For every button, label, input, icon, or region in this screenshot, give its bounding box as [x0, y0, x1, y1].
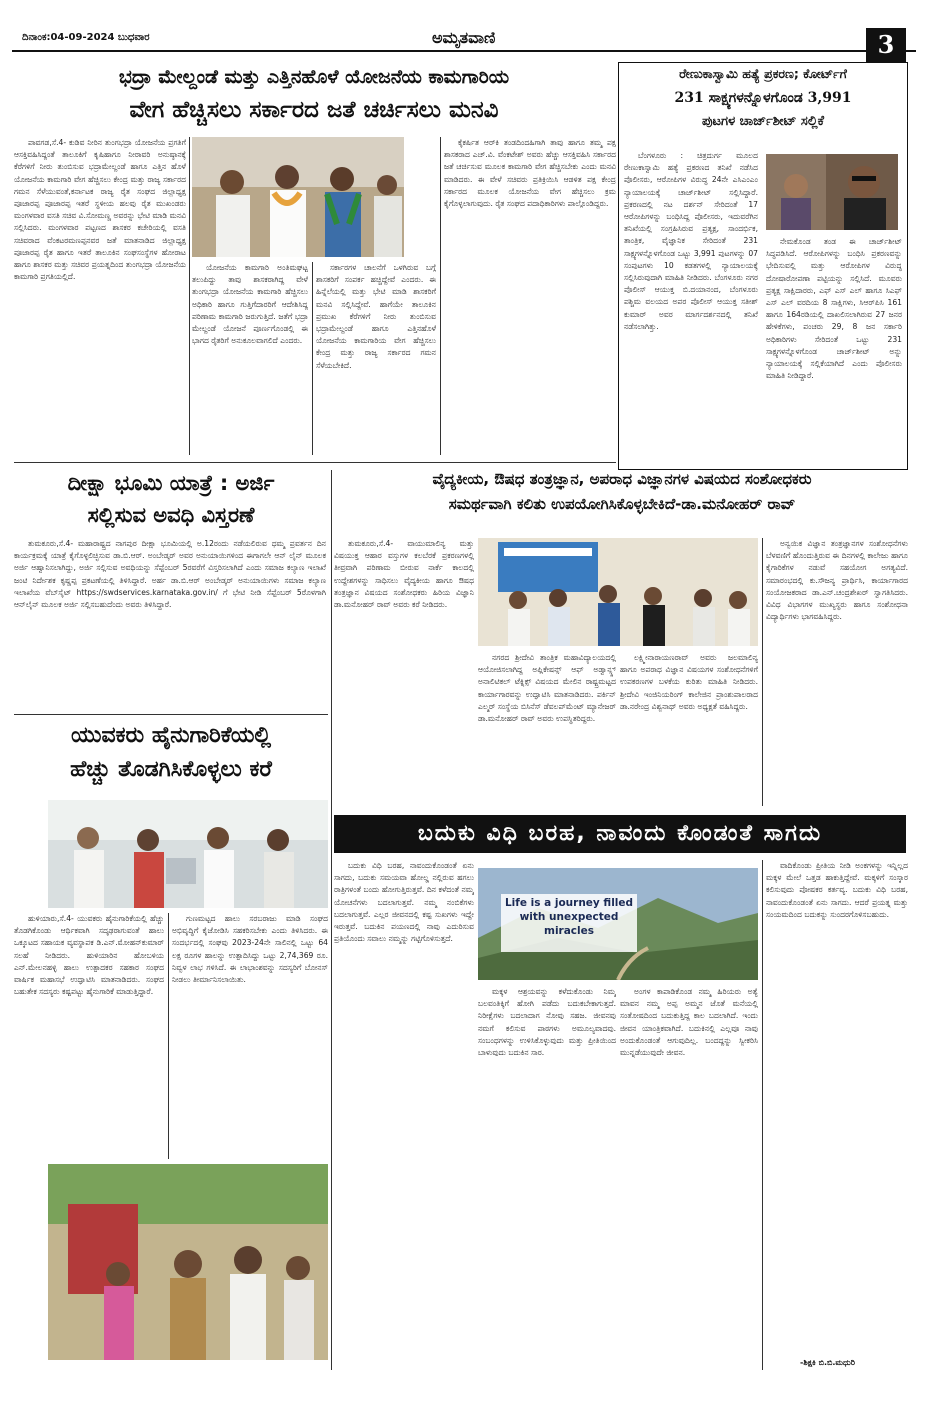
- article-text: ಲಕ್ಷ್ಮೀನಾರಾಯಣರಾವ್ ಅವರು ಜಲಮಾಲಿನ್ಯ ಹಾಗೂ ಅಪರಾಧ ವಿಜ್ಞಾನ ವಿಷಯಗಳ ಸಂಶೋಧನೆಗಳಿಗೆ ಉಪಕರಣಗಳ ಬಳಕೆಯ ಕುರಿತು ಮಾಹಿತಿ ನೀಡಿದರು. ಶ್ರೀದೇವಿ ಇಂಜಿನಿಯರಿಂಗ್ ಕಾಲೇಜಿನ ಪ್ರಾಂಶುಪಾಲರಾದ ಡಾ.ನರೇಂದ್ರ ವಿಶ್ವನಾಥ್ ಅವರು ಅಧ್ಯಕ್ಷತೆ ವಹಿಸಿದ್ದರು.: [620, 653, 758, 711]
- baduku-col-4: [766, 860, 908, 1356]
- masthead: [12, 28, 916, 52]
- article-text: ನಗರದ ಶ್ರೀದೇವಿ ತಾಂತ್ರಿಕ ಮಹಾವಿದ್ಯಾಲಯದಲ್ಲಿ ಆಯೋಜಿಸಲಾಗಿದ್ದ ಅಪ್ಲಿಕೇಷನ್ಸ್ ಆಫ್ ಅಡ್ವಾನ್ಸ್ಡ್ ಅನಾಲಿಟಿಕಲ್ ಟೆಕ್ನಿಕ್ಸ್ ವಿಷಯದ ಮೇಲಿನ ರಾಷ್ಟ್ರಮಟ್ಟದ ಕಾರ್ಯಾಗಾರವನ್ನು ಉದ್ಘಾಟಿಸಿ ಮಾತನಾಡಿದರು. ಪರ್ಕಿನ್ ಎಲ್ಮರ್ ಸಂಸ್ಥೆಯ ಬಿಸಿನೆಸ್ ಡೆವಲಪ್‌ಮೆಂಟ್ ಮ್ಯಾನೇಜರ್ ಡಾ.ಮನೋಹರ್ ರಾವ್ ಅವರು ಉಪಸ್ಥಿತರಿದ್ದರು.: [478, 653, 616, 724]
- column-divider: [762, 538, 763, 806]
- yuvakaru-headline-1: ಯುವಕರು ಹೈನುಗಾರಿಕೆಯಲ್ಲಿ: [70, 723, 272, 748]
- article-text: ವಾದಿಕೊಂಡು ಪ್ರೀತಿಯ ನೀಡಿ ಅಂಕಗಳನ್ನು ಇನ್ನಿಲ್ಲದ ಮಕ್ಕಳ ಮೇಲೆ ಒತ್ತಡ ಹಾಕುತ್ತಿದ್ದೇವೆ. ಮಕ್ಕಳಿಗೆ ಸಂಸ್ಕಾರ ಕಲಿಸುವುದು ಪೋಷಕರ ಕರ್ತವ್ಯ. ಬದುಕು ವಿಧಿ ಬರಹ, ನಾವಂದುಕೊಂಡಂತೆ ಏನು ಸಾಗದು. ಆದರೆ ಪ್ರಯತ್ನ ಮತ್ತು ಸಂಯಮದಿಂದ ಬದುಕನ್ನು ಸುಂದರಗೊಳಿಸಬಹುದು.: [766, 861, 908, 919]
- bhadra-headline-2: ವೇಗ ಹೆಚ್ಚಿಸಲು ಸರ್ಕಾರದ ಜತೆ ಚರ್ಚಿಸಲು ಮನವಿ: [129, 97, 499, 123]
- article-text: ಹುಳಿಯಾರು,ಸೆ.4- ಯುವಕರು ಹೈನುಗಾರಿಕೆಯಲ್ಲಿ ಹೆಚ್ಚು ತೊಡಗಿಕೊಂಡು ಆರ್ಥಿಕವಾಗಿ ಸದೃಢರಾಗುವಂತೆ ಹಾಲು ಒಕ್ಕೂಟದ ಸಹಾಯಕ ವ್ಯವಸ್ಥಾಪಕ ಡಿ.ಎನ್.ಮೋಹನ್‌ಕುಮಾರ್ ಸಲಹೆ ನೀಡಿದರು. ಹುಳಿಯಾರಿನ ಹೋಬಳಿಯ ಎನ್.ಮೇಲನಹಳ್ಳಿ ಹಾಲು ಉತ್ಪಾದಕರ ಸಹಕಾರ ಸಂಘದ ವಾರ್ಷಿಕ ಮಹಾಸಭೆ ಉದ್ಘಾಟಿಸಿ ಮಾತನಾಡಿದರು. ಸಂಘದ ಬಹುತೇಕ ಸದಸ್ಯರು ಕಷ್ಟಪಟ್ಟು ಹೈನುಗಾರಿಕೆ ಮಾಡುತ್ತಿದ್ದಾರೆ.: [14, 914, 164, 997]
- column-divider: [440, 137, 441, 455]
- issue-date: ದಿನಾಂಕ:04-09-2024 ಬುಧವಾರ: [22, 32, 150, 43]
- bhadra-col-2: [192, 262, 308, 455]
- bhadra-col-1: [14, 137, 186, 455]
- renukaswamy-col-2: [766, 236, 902, 466]
- article-text: ಅಂಗಳ ಕಾಪಾಡಿಕೊಂಡ ನಮ್ಮ ಹಿರಿಯರು ಅತ್ಯೆ ಮಾವನ ನಮ್ಮ ಅಪ್ಪ ಅಮ್ಮನ ಜೊತೆ ಮನೆಯಲ್ಲಿ ಸಂತೋಷದಿಂದ ಬದುಕುತ್ತಿದ್ದ ಕಾಲ ಬದಲಾಗಿದೆ. ಇಂದು ಜೀವನ ಯಾಂತ್ರಿಕವಾಗಿದೆ. ಬದುಕಿನಲ್ಲಿ ಎಲ್ಲವೂ ನಾವು ಅಂದುಕೊಂಡಂತೆ ಆಗುವುದಿಲ್ಲ. ಬಂದದ್ದನ್ನು ಸ್ವೀಕರಿಸಿ ಮುನ್ನಡೆಯುವುದೇ ಜೀವನ.: [620, 987, 758, 1058]
- meeting-photo-icon: [192, 137, 404, 257]
- baduku-byline: -ಶಿಕ್ಷಕಿ ಬಿ.ಬಿ.ಮಧುರಿ: [800, 1358, 855, 1367]
- yuvakaru-headline-2: ಹೆಚ್ಚು ತೊಡಗಿಸಿಕೊಳ್ಳಲು ಕರೆ: [70, 757, 272, 782]
- yuvakaru-col-1: [14, 913, 164, 1159]
- column-divider: [331, 470, 332, 1370]
- renukaswamy-headline-2: 231 ಸಾಕ್ಷ್ಯಗಳನ್ನೊಳಗೊಂಡ 3,991: [674, 90, 852, 106]
- column-divider: [168, 913, 169, 1159]
- article-text: ಅನ್ವಯಿಕ ವಿಜ್ಞಾನ ತಂತ್ರಜ್ಞಾನಗಳ ಸಂಶೋಧನೆಗಳು ಬೆಳವಣಿಗೆ ಹೊಂದುತ್ತಿರುವ ಈ ದಿನಗಳಲ್ಲಿ ಕಾಲೇಜು ಹಾಗೂ ಕೈಗಾರಿಕೆಗಳ ನಡುವೆ ಸಹಯೋಗ ಅಗತ್ಯವಿದೆ. ಸಮಾರಂಭದಲ್ಲಿ ಕು.ಸೌಜನ್ಯ ಪ್ರಾರ್ಥಿಸಿ, ಕಾರ್ಯಾಗಾರದ ಸಂಯೋಜಕರಾದ ಡಾ.ಎನ್.ಚಂದ್ರಶೇಖರ್ ಸ್ವಾಗತಿಸಿದರು. ವಿವಿಧ ವಿಭಾಗಗಳ ಮುಖ್ಯಸ್ಥರು ಹಾಗೂ ಸಂಶೋಧನಾ ವಿದ್ಯಾರ್ಥಿಗಳು ಭಾಗವಹಿಸಿದ್ದರು.: [766, 539, 908, 622]
- baduku-col-3: [620, 986, 758, 1370]
- article-text: ಮಕ್ಕಳ ಆಶ್ರಯವನ್ನು ಕಳೆದುಕೊಂಡು ನಿಮ್ಮ ಬಲವಂತಿಕ್ಕಿಗೆ ಹೋಗಿ ಪಡೆದು ಬದುಕಬೇಕಾಗುತ್ತದೆ. ನಿರೀಕ್ಷೆಗಳು ಬದಲಾದಾಗ ನೋವು ಸಹಜ. ಜೀವನವು ನಮಗೆ ಕಲಿಸುವ ಪಾಠಗಳು ಅಮೂಲ್ಯವಾದವು. ಸಂಬಂಧಗಳನ್ನು ಉಳಿಸಿಕೊಳ್ಳುವುದು ಮತ್ತು ಪ್ರೀತಿಯಿಂದ ಬಾಳುವುದು ಬದುಕಿನ ಸಾರ.: [478, 987, 616, 1058]
- baduku-banner: ಬದುಕು ವಿಧಿ ಬರಹ, ನಾವಂದು ಕೊಂಡಂತೆ ಸಾಗದು: [334, 815, 906, 853]
- baduku-col-1: [334, 860, 474, 1370]
- research-headline-1: ವೈದ್ಯಕೀಯ, ಔಷಧ ತಂತ್ರಜ್ಞಾನ, ಅಪರಾಧ ವಿಜ್ಞಾನಗಳ ವಿಷಯದ ಸಂಶೋಧಕರು: [432, 470, 812, 488]
- article-text: ಕೈಕರ್ಷಿತ ಆರ್‌ಕಿ ತಂಡದಿಂದಹಿಗಾಗಿ ತಾವು ಹಾಗೂ ತಮ್ಮ ಪಕ್ಷ ಶಾಸಕರಾದ ಎಚ್.ವಿ. ವೆಂಕಟೇಶ್ ಅವರು ಹೆಚ್ಚು ಆಸಕ್ತಿವಹಿಸಿ ಸರ್ಕಾರದ ಜತೆ ಚರ್ಚಿಸುವ ಮೂಲಕ ಕಾಮಗಾರಿ ವೇಗ ಹೆಚ್ಚಿಸಬೇಕು ಎಂದು ಮನವಿ ಮಾಡಿದರು. ಈ ವೇಳೆ ಸಚಿವರು ಪ್ರತಿಕ್ರಿಯಿಸಿ ಆಡಳಿತ ಪಕ್ಷ ಕೇಂದ್ರ ಸರ್ಕಾರದ ಮೂಲಕ ಯೋಜನೆಯ ವೇಗ ಹೆಚ್ಚಿಸಲು ಕ್ರಮ ಕೈಗೊಳ್ಳಲಾಗುವುದು. ರೈತ ಸಂಘದ ಪದಾಧಿಕಾರಿಗಳು ಪಾಲ್ಗೊಂಡಿದ್ದರು.: [444, 138, 616, 209]
- yuvakaru-photo: [48, 800, 328, 908]
- bhadra-col-3: [316, 262, 436, 455]
- article-text: ಸರ್ಕಾರಗಳ ಚಾಲನೆಗೆ ಒಳಗಿರುವ ಬಗ್ಗೆ ಶಾಸಕರಿಗೆ ಸಂಪರ್ಕ ಹಚ್ಚಿದ್ದೇವೆ ಎಂದರು. ಈ ಹಿನ್ನೆಲೆಯಲ್ಲಿ ಮತ್ತು ಭೇಟಿ ಮಾಡಿ ಶಾಸಕರಿಗೆ ಮನವಿ ಸಲ್ಲಿಸಿದ್ದೇವೆ. ಹಾಗೆಯೇ ತಾಲೂಕಿನ ಪ್ರಮುಖ ಕೆರೆಗಳಿಗೆ ನೀರು ತುಂಬಿಸುವ ಭದ್ರಾಮೇಲ್ದಂಡೆ ಹಾಗೂ ಎತ್ತಿನಹೊಳೆ ಯೋಜನೆಯ ಕಾಮಗಾರಿಯ ವೇಗ ಹೆಚ್ಚಿಸಲು ಕೇಂದ್ರ ಮತ್ತು ರಾಜ್ಯ ಸರ್ಕಾರದ ಗಮನ ಸೆಳೆಯಬೇಕಿದೆ.: [316, 263, 436, 370]
- research-photo: [478, 538, 758, 646]
- renukaswamy-col-1: [624, 150, 758, 466]
- bhadra-col-4: [444, 137, 616, 455]
- temple-visit-photo-icon: [48, 1164, 328, 1360]
- renukaswamy-headline-1: ರೇಣುಕಾಸ್ವಾಮಿ ಹತ್ಯೆ ಪ್ರಕರಣ; ಕೋರ್ಟ್‌ಗೆ: [679, 66, 847, 81]
- research-col-1: [334, 538, 474, 806]
- article-text: ನೇಮಕೊಂಡ ತಂಡ ಈ ಚಾರ್ಜ್‌ಶೀಟ್ ಸಿದ್ಧಪಡಿಸಿದೆ. ಆರೋಪಿಗಳನ್ನು ಬಂಧಿಸಿ ಪ್ರಕರಣವನ್ನು ಭೇದಿಸುವಲ್ಲಿ ಮತ್ತು ಆರೋಪಿಗಳ ವಿರುದ್ಧ ದೋಷಾರೋಪಣಾ ಪಟ್ಟಿಯನ್ನು ಸಲ್ಲಿಸಿದೆ. ಮೂವರು ಪ್ರತ್ಯಕ್ಷ ಸಾಕ್ಷಿದಾರರು, ಎಫ್ ಎಸ್ ಎಲ್ ಹಾಗೂ ಸಿಎಫ್ ಎಸ್ ಎಲ್ ವರದಿಯ 8 ಸಾಕ್ಷಿಗಳು, ಸಿಆರ್‌ಪಿಸಿ 161 ಹಾಗೂ 164ರಡಿಯಲ್ಲಿ ದಾಖಲಿಸಲಾಗಿರುವ 27 ಜನರ ಹೇಳಿಕೆಗಳು, ಪಂಚರು 29, 8 ಜನ ಸರ್ಕಾರಿ ಅಧಿಕಾರಿಗಳು ಸೇರಿದಂತೆ ಒಟ್ಟು 231 ಸಾಕ್ಷ್ಯಗಳನ್ನೊಳಗೊಂಡ ಚಾರ್ಜ್‌ಶೀಟ್ ಅನ್ನು ನ್ಯಾಯಾಲಯಕ್ಕೆ ಸಲ್ಲಿಕೆಯಾಗಿದೆ ಎಂದು ಪೊಲೀಸರು ಮಾಹಿತಿ ನೀಡಿದ್ದಾರೆ.: [766, 237, 902, 381]
- journey-quote: Life is a journey filled with unexpected miracles: [501, 894, 637, 952]
- section-divider: [14, 462, 616, 463]
- accused-photo-icon: [766, 154, 898, 230]
- bhadra-photo: [192, 137, 404, 257]
- section-divider: [14, 714, 328, 715]
- deeksha-headline-1: ದೀಕ್ಷಾ ಭೂಮಿ ಯಾತ್ರೆ : ಅರ್ಜಿ: [67, 471, 275, 495]
- article-text: ಬೆಂಗಳೂರು : ಚಿತ್ರದುರ್ಗ ಮೂಲದ ರೇಣುಕಾಸ್ವಾಮಿ ಹತ್ಯೆ ಪ್ರಕರಣದ ತನಿಖೆ ನಡೆಸಿದ ಪೊಲೀಸರು, ಆರೋಪಿಗಳ ವಿರುದ್ಧ 24ನೇ ಎಸಿಎಂಎಂ ನ್ಯಾಯಾಲಯಕ್ಕೆ ಚಾರ್ಜ್‌ಶೀಟ್ ಸಲ್ಲಿಸಿದ್ದಾರೆ. ಪ್ರಕರಣದಲ್ಲಿ ನಟ ದರ್ಶನ್ ಸೇರಿದಂತೆ 17 ಆರೋಪಿಗಳನ್ನು ಬಂಧಿಸಿದ್ದ ಪೊಲೀಸರು, ಇದುವರೆಗಿನ ತನಿಖೆಯಲ್ಲಿ ಸಂಗ್ರಹಿಸಿರುವ ಪ್ರತ್ಯಕ್ಷ, ಸಾಂದರ್ಭಿಕ, ತಾಂತ್ರಿಕ, ವೈಜ್ಞಾನಿಕ ಸೇರಿದಂತೆ 231 ಸಾಕ್ಷ್ಯಗಳನ್ನೊಳಗೊಂಡ ಒಟ್ಟು 3,991 ಪುಟಗಳನ್ನು 07 ಸಂಪುಟಗಳು 10 ಕಡತಗಳಲ್ಲಿ ನ್ಯಾಯಾಲಯಕ್ಕೆ ಸಲ್ಲಿಸಿರುವುದಾಗಿ ಮಾಹಿತಿ ನೀಡಿದರು. ಬೆಂಗಳೂರು ನಗರ ಪೊಲೀಸ್ ಆಯುಕ್ತ ಬಿ.ದಯಾನಂದ, ಬೆಂಗಳೂರು ಪಶ್ಚಿಮ ವಲಯದ ಅಪರ ಪೊಲೀಸ್ ಆಯುಕ್ತ ಸತೀಶ್ ಕುಮಾರ್ ಅವರ ಮಾರ್ಗದರ್ಶನದಲ್ಲಿ ತನಿಖೆ ನಡೆಸಲಾಗಿತ್ತು.: [624, 151, 758, 331]
- column-divider: [189, 137, 190, 455]
- page-number: 3: [866, 28, 906, 62]
- article-text: ಬದುಕು ವಿಧಿ ಬರಹ, ನಾವಂದುಕೊಂಡಂತೆ ಏನು ಸಾಗದು, ಬದುಕು ಸಮಯವಾ ಹೋಲ್ಡ ನಲ್ಲಿರುವ ಹಗಲು ರಾತ್ರಿಗಳಂತೆ ಬಂದು ಹೋಗುತ್ತಿರುತ್ತವೆ. ದಿನ ಕಳೆದಂತೆ ನಮ್ಮ ಯೋಚನೆಗಳು ಬದಲಾಗುತ್ತವೆ. ನಮ್ಮ ನಂಬಿಕೆಗಳು ಬದಲಾಗುತ್ತವೆ. ಎಲ್ಲರ ಜೀವನದಲ್ಲಿ ಕಷ್ಟ ಸುಖಗಳು ಇದ್ದೇ ಇರುತ್ತವೆ. ಬದುಕಿನ ಪಯಣದಲ್ಲಿ ನಾವು ಎದುರಿಸುವ ಪ್ರತಿಯೊಂದು ಸವಾಲು ನಮ್ಮನ್ನು ಗಟ್ಟಿಗೊಳಿಸುತ್ತದೆ.: [334, 861, 474, 944]
- newspaper-name: ಅಮೃತವಾಣಿ: [432, 28, 496, 47]
- research-col-4: [766, 538, 908, 806]
- renukaswamy-photo: [766, 154, 898, 230]
- yuvakaru-col-2: [172, 913, 328, 1159]
- research-col-2: [478, 652, 616, 806]
- article-text: ಪಾವಗಡ,ಸೆ.4- ಕುಡಿವ ನೀರಿನ ತುಂಗಭದ್ರಾ ಯೋಜನೆಯ ಪ್ರಗತಿಗೆ ಆಸಕ್ತಿವಹಿಸಿದ್ದಂತೆ ತಾಲೂಕಿಗೆ ಕೃಷಿಹಾಗೂ ನೀರಾವರಿ ಅನುಷ್ಠಾನಕ್ಕೆ ಕೆರೆಗಳಿಗೆ ನೀರು ತುಂಬಿಸುವ ಭದ್ರಾಮೇಲ್ದಂಡೆ ಹಾಗೂ ಎತ್ತಿನ ಹೊಳೆ ಯೋಜನೆಯ ಕಾಮಗಾರಿ ವೇಗ ಹೆಚ್ಚಿಸಲು ಕೇಂದ್ರ ಮತ್ತು ರಾಜ್ಯ ಸರ್ಕಾರದ ಗಮನ ಸೆಳೆಯುವಂತೆ,ಕರ್ನಾಟಕ ರಾಜ್ಯ ರೈತ ಸಂಘದ ಜಿಲ್ಲಾಧ್ಯಕ್ಷ ಪೂಜಾರಪ್ಪ ಪೂಜಾರಪ್ಪ ಇತರೆ ಸ್ಥಳೀಯ ಹಲವು ರೈತ ಮುಖಂಡರು ಮಂಗಳವಾರ ವಸತಿ ಸಚಿವ ವಿ.ಸೋಮಣ್ಣ ಅವರನ್ನು ಭೇಟಿ ಮಾಡಿ ಮನವಿ ಸಲ್ಲಿಸಿದರು. ಮಂಗಳವಾರ ಪಟ್ಟಣದ ಶಾಸಕರ ಕಚೇರಿಯಲ್ಲಿ ವಸತಿ ಸಚಿವರಾದ ವೆಂಕಟರಮಣಪ್ಪನವರ ಜತೆ ಮಾತನಾಡಿದ ಜಿಲ್ಲಾಧ್ಯಕ್ಷ ಪೂಜಾರಪ್ಪ ರೈತ ಹಾಗೂ ಇತರೆ ತಾಲೂಕಿನ ಸಂಘಸಂಸ್ಥೆಗಳ ಹೋರಾಟ ಹಾಗೂ ಶಾಸಕರ ಮತ್ತು ಸಚಿವರ ಪ್ರಯತ್ನದಿಂದ ತುಂಗಭದ್ರಾ ಯೋಜನೆಯ ಕಾಮಗಾರಿ ಪ್ರಗತಿಯಲ್ಲಿದೆ.: [14, 138, 186, 282]
- article-text: ತುಮಕೂರು,ಸೆ.4- ಮಹಾರಾಷ್ಟ್ರದ ನಾಗಪುರ ದೀಕ್ಷಾ ಭೂಮಿಯಲ್ಲಿ ಅ.12ರಂದು ನಡೆಯಲಿರುವ ಧಮ್ಮ ಪ್ರವರ್ತನ ದಿನ ಕಾರ್ಯಕ್ರಮಕ್ಕೆ ಯಾತ್ರೆ ಕೈಗೊಳ್ಳಲಿಚ್ಛಿಸುವ ಡಾ.ಬಿ.ಆರ್. ಅಂಬೇಡ್ಕರ್ ಅವರ ಅನುಯಾಯಿಗಳಿಂದ ಈಗಾಗಲೇ ಆನ್ ಲೈನ್ ಮೂಲಕ ಅರ್ಜಿ ಆಹ್ವಾನಿಸಲಾಗಿದ್ದು, ಅರ್ಜಿ ಸಲ್ಲಿಸುವ ಅವಧಿಯನ್ನು ಸೆಪ್ಟೆಂಬರ್ 5ರವರೆಗೆ ವಿಸ್ತರಿಸಲಾಗಿದೆ ಎಂದು ಸಮಾಜ ಕಲ್ಯಾಣ ಇಲಾಖೆ ಜಂಟಿ ನಿರ್ದೇಶಕ ಕೃಷ್ಣಪ್ಪ ಪ್ರಕಟಣೆಯಲ್ಲಿ ತಿಳಿಸಿದ್ದಾರೆ. ಅರ್ಹ ಡಾ.ಬಿ.ಆರ್ ಅಂಬೇಡ್ಕರ್ ಅನುಯಾಯಿಗಳು ಸಮಾಜ ಕಲ್ಯಾಣ ಇಲಾಖೆಯ ವೆಬ್‌ಸೈಟ್ https://swdservices.karnataka.gov.in/ ಗೆ ಭೇಟಿ ನೀಡಿ ಸೆಪ್ಟೆಂಬರ್ 5ರೊಳಗಾಗಿ ಆನ್‌ಲೈನ್ ಮೂಲಕ ಅರ್ಜಿ ಸಲ್ಲಿಸಬಹುದೆಂದು ಅವರು ತಿಳಿಸಿದ್ದಾರೆ.: [14, 539, 326, 610]
- research-col-3: [620, 652, 758, 806]
- article-text: ಯೋಜನೆಯ ಕಾಮಗಾರಿ ಅಂತಿಮಘಟ್ಟ ತಲುಪಿದ್ದು ತಾವು ಶಾಸಕರಾಗಿದ್ದ ವೇಳೆ ತುಂಗಭದ್ರಾ ಯೋಜನೆಯ ಕಾಮಗಾರಿ ಹೆಚ್ಚಿಸಲು ಅಧಿಕಾರಿ ಹಾಗೂ ಗುತ್ತಿಗೆದಾರರಿಗೆ ಆದೇಶಿಸಿದ್ದ ಪರಿಣಾಮ ಕಾಮಗಾರಿ ಜರುಗುತ್ತಿದೆ. ಜತೆಗೆ ಭದ್ರಾ ಮೇಲ್ದಂಡೆ ಯೋಜನೆ ಪೂರ್ಣಗೊಂಡಲ್ಲಿ ಈ ಭಾಗದ ರೈತರಿಗೆ ಅನುಕೂಲವಾಗಲಿದೆ ಎಂದರು.: [192, 263, 308, 346]
- baduku-col-2: [478, 986, 616, 1370]
- deeksha-headline-2: ಸಲ್ಲಿಸುವ ಅವಧಿ ವಿಸ್ತರಣೆ: [87, 503, 255, 527]
- bhadra-headline-1: ಭದ್ರಾ ಮೇಲ್ದಂಡೆ ಮತ್ತು ಎತ್ತಿನಹೊಳೆ ಯೋಜನೆಯ ಕಾಮಗಾರಿಯ: [118, 66, 510, 88]
- workshop-photo-icon: [478, 538, 758, 646]
- column-divider: [312, 262, 313, 455]
- deeksha-body: [14, 538, 326, 708]
- column-divider: [762, 860, 763, 1370]
- renukaswamy-headline-3: ಪುಟಗಳ ಚಾರ್ಜ್‌ಶೀಟ್ ಸಲ್ಲಿಕೆ: [701, 114, 825, 129]
- bottom-left-photo: [48, 1164, 328, 1360]
- dairy-meeting-photo-icon: [48, 800, 328, 908]
- article-text: ಗುಣಮಟ್ಟದ ಹಾಲು ಸರಬರಾಜು ಮಾಡಿ ಸಂಘದ ಅಭಿವೃದ್ಧಿಗೆ ಕೈಜೋಡಿಸಿ ಸಹಕರಿಸಬೇಕು ಎಂದು ತಿಳಿಸಿದರು. ಈ ಸಂದರ್ಭದಲ್ಲಿ ಸಂಘವು 2023-24ನೇ ಸಾಲಿನಲ್ಲಿ ಒಟ್ಟು 64 ಲಕ್ಷ ರೂಗಳ ಹಾಲನ್ನು ಉತ್ಪಾದಿಸಿದ್ದು ಒಟ್ಟು 2,74,369 ರೂ. ನಿವ್ವಳ ಲಾಭ ಗಳಿಸಿದೆ. ಈ ಲಾಭಾಂಶವನ್ನು ಸದಸ್ಯರಿಗೆ ಬೋನಸ್ ನೀಡಲು ತೀರ್ಮಾನಿಸಲಾಯಿತು.: [172, 914, 328, 985]
- research-headline-2: ಸಮರ್ಥವಾಗಿ ಕಲಿತು ಉಪಯೋಗಿಸಿಕೊಳ್ಳಬೇಕಿದೆ-ಡಾ.ಮನೋಹರ್ ರಾವ್: [448, 495, 796, 513]
- article-text: ತುಮಕೂರು,ಸೆ.4- ವಾಯುಮಾಲಿನ್ಯ ಮತ್ತು ವಿಷಯುಕ್ತ ಆಹಾರ ವಸ್ತುಗಳ ಕಲಬೆರಕೆ ಪ್ರಕರಣಗಳಲ್ಲಿ ತೀವ್ರವಾಗಿ ಪರಿಣಾಮ ಬೀರುವ ನಾರ್ಕೆ ಕಾಲದಲ್ಲಿ ಉದ್ದೇಶಗಳನ್ನು ಸಾಧಿಸಲು ವೈದ್ಯಕೀಯ ಹಾಗೂ ಔಷಧ ತಂತ್ರಜ್ಞಾನ ವಿಷಯದ ಸಂಶೋಧಕರು ಹಿರಿಯ ವಿಜ್ಞಾನಿ ಡಾ.ಮನೋಹರ್ ರಾವ್ ಅವರು ಕರೆ ನೀಡಿದರು.: [334, 539, 474, 610]
